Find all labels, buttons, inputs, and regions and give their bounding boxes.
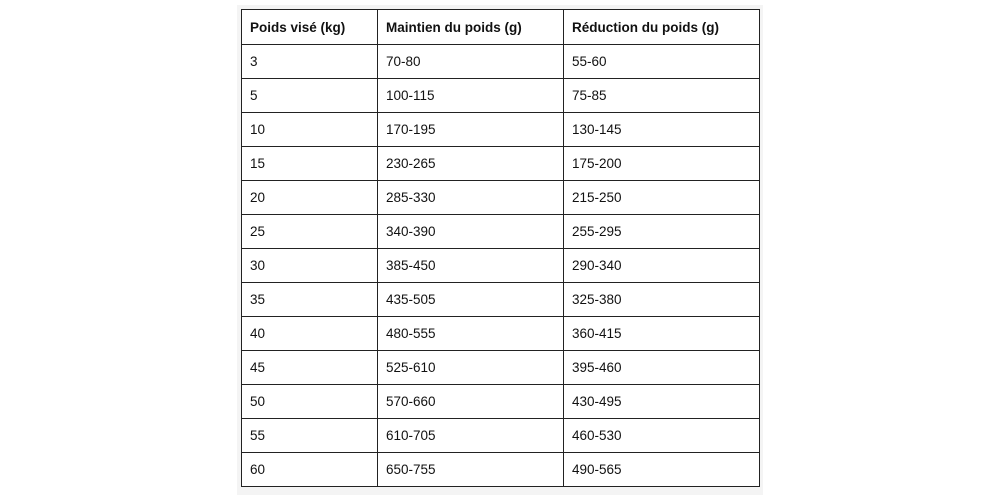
cell-target-weight: 60 (242, 453, 378, 487)
cell-target-weight: 40 (242, 317, 378, 351)
cell-weight-maintenance: 480-555 (378, 317, 564, 351)
table-row (242, 385, 760, 419)
cell-weight-reduction: 255-295 (564, 215, 760, 249)
cell-weight-maintenance: 570-660 (378, 385, 564, 419)
cell-weight-maintenance: 650-755 (378, 453, 564, 487)
table-row (242, 181, 760, 215)
table-row (242, 453, 760, 487)
cell-weight-maintenance: 285-330 (378, 181, 564, 215)
table-row (242, 113, 760, 147)
cell-weight-reduction: 325-380 (564, 283, 760, 317)
header-target-weight: Poids visé (kg) (242, 10, 378, 45)
table-row (242, 419, 760, 453)
cell-weight-reduction: 395-460 (564, 351, 760, 385)
header-weight-maintenance: Maintien du poids (g) (378, 10, 564, 45)
table-header-row (242, 10, 760, 45)
table-row (242, 147, 760, 181)
cell-weight-maintenance: 610-705 (378, 419, 564, 453)
cell-weight-maintenance: 340-390 (378, 215, 564, 249)
cell-weight-maintenance: 525-610 (378, 351, 564, 385)
cell-weight-reduction: 490-565 (564, 453, 760, 487)
table-row (242, 283, 760, 317)
header-weight-reduction: Réduction du poids (g) (564, 10, 760, 45)
cell-target-weight: 45 (242, 351, 378, 385)
feeding-table (241, 9, 760, 487)
cell-weight-reduction: 130-145 (564, 113, 760, 147)
cell-target-weight: 55 (242, 419, 378, 453)
cell-weight-maintenance: 170-195 (378, 113, 564, 147)
cell-weight-maintenance: 70-80 (378, 45, 564, 79)
cell-weight-reduction: 215-250 (564, 181, 760, 215)
cell-weight-maintenance: 100-115 (378, 79, 564, 113)
cell-weight-reduction: 175-200 (564, 147, 760, 181)
cell-weight-maintenance: 385-450 (378, 249, 564, 283)
cell-target-weight: 15 (242, 147, 378, 181)
table-row (242, 45, 760, 79)
cell-target-weight: 25 (242, 215, 378, 249)
cell-weight-reduction: 360-415 (564, 317, 760, 351)
cell-weight-reduction: 290-340 (564, 249, 760, 283)
cell-weight-maintenance: 435-505 (378, 283, 564, 317)
cell-target-weight: 3 (242, 45, 378, 79)
table-row (242, 351, 760, 385)
table-row (242, 249, 760, 283)
cell-target-weight: 30 (242, 249, 378, 283)
table-row (242, 79, 760, 113)
cell-weight-maintenance: 230-265 (378, 147, 564, 181)
cell-weight-reduction: 430-495 (564, 385, 760, 419)
cell-target-weight: 35 (242, 283, 378, 317)
cell-target-weight: 20 (242, 181, 378, 215)
cell-weight-reduction: 75-85 (564, 79, 760, 113)
cell-weight-reduction: 55-60 (564, 45, 760, 79)
table-row (242, 317, 760, 351)
table-body (242, 45, 760, 487)
table-row (242, 215, 760, 249)
table-container (237, 5, 763, 495)
cell-target-weight: 50 (242, 385, 378, 419)
cell-target-weight: 5 (242, 79, 378, 113)
cell-target-weight: 10 (242, 113, 378, 147)
cell-weight-reduction: 460-530 (564, 419, 760, 453)
